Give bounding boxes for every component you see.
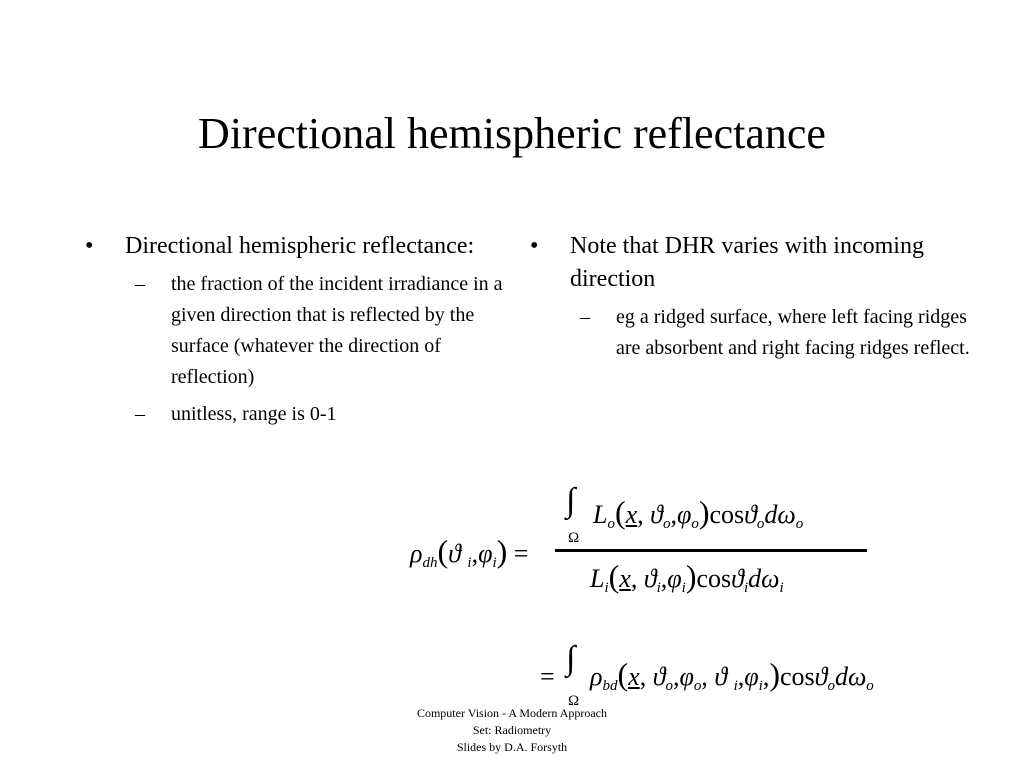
left-column <box>85 230 505 430</box>
dash-marker: – <box>580 306 590 328</box>
footer-line: Set: Radiometry <box>472 723 552 737</box>
bullet-dhr-varies <box>530 230 970 296</box>
slide-footer <box>0 705 1024 756</box>
omega-symbol: Ω <box>568 530 580 546</box>
sub-bullet-text: the fraction of the incident irradiance in a given direction that is reflected by the surface (whatever the direction of reflection) <box>171 273 503 388</box>
equation-lhs: ρdh(ϑ i,φi) = <box>410 533 529 571</box>
sub-bullet-ridged-surface <box>530 302 970 364</box>
sub-bullet-unitless <box>85 399 505 430</box>
dhr-equation <box>400 480 970 720</box>
integral-sign: ∫ <box>566 640 576 677</box>
bullet-text: Directional hemispheric reflectance: <box>125 233 475 259</box>
omega-symbol: Ω <box>568 693 580 709</box>
bullet-marker: • <box>530 233 539 259</box>
equation-denominator: Li(x, ϑi,φi)cosϑidωi <box>590 558 784 596</box>
footer-line: Computer Vision - A Modern Approach <box>416 706 608 720</box>
bullet-dhr-definition <box>85 230 505 263</box>
right-column <box>530 230 970 364</box>
equals-sign: = <box>540 662 555 691</box>
fraction-bar <box>555 549 867 552</box>
sub-bullet-text: eg a ridged surface, where left facing ridges are absorbent and right facing ridges reflect. <box>616 306 970 359</box>
equation-brdf-integral: ρbd(x, ϑo,φo, ϑ i,φi,)cosϑodωo <box>590 656 874 694</box>
equation-numerator: Lo(x, ϑo,φo)cosϑodωo <box>593 494 804 532</box>
dash-marker: – <box>135 403 145 425</box>
integral-sign: ∫ <box>566 482 576 519</box>
dash-marker: – <box>135 273 145 295</box>
footer-line: Slides by D.A. Forsyth <box>456 740 568 754</box>
bullet-text: Note that DHR varies with incoming direction <box>570 233 924 292</box>
bullet-marker: • <box>85 233 94 259</box>
slide-title: Directional hemispheric reflectance <box>198 109 826 158</box>
sub-bullet-fraction <box>85 269 505 393</box>
sub-bullet-text: unitless, range is 0-1 <box>171 403 337 425</box>
